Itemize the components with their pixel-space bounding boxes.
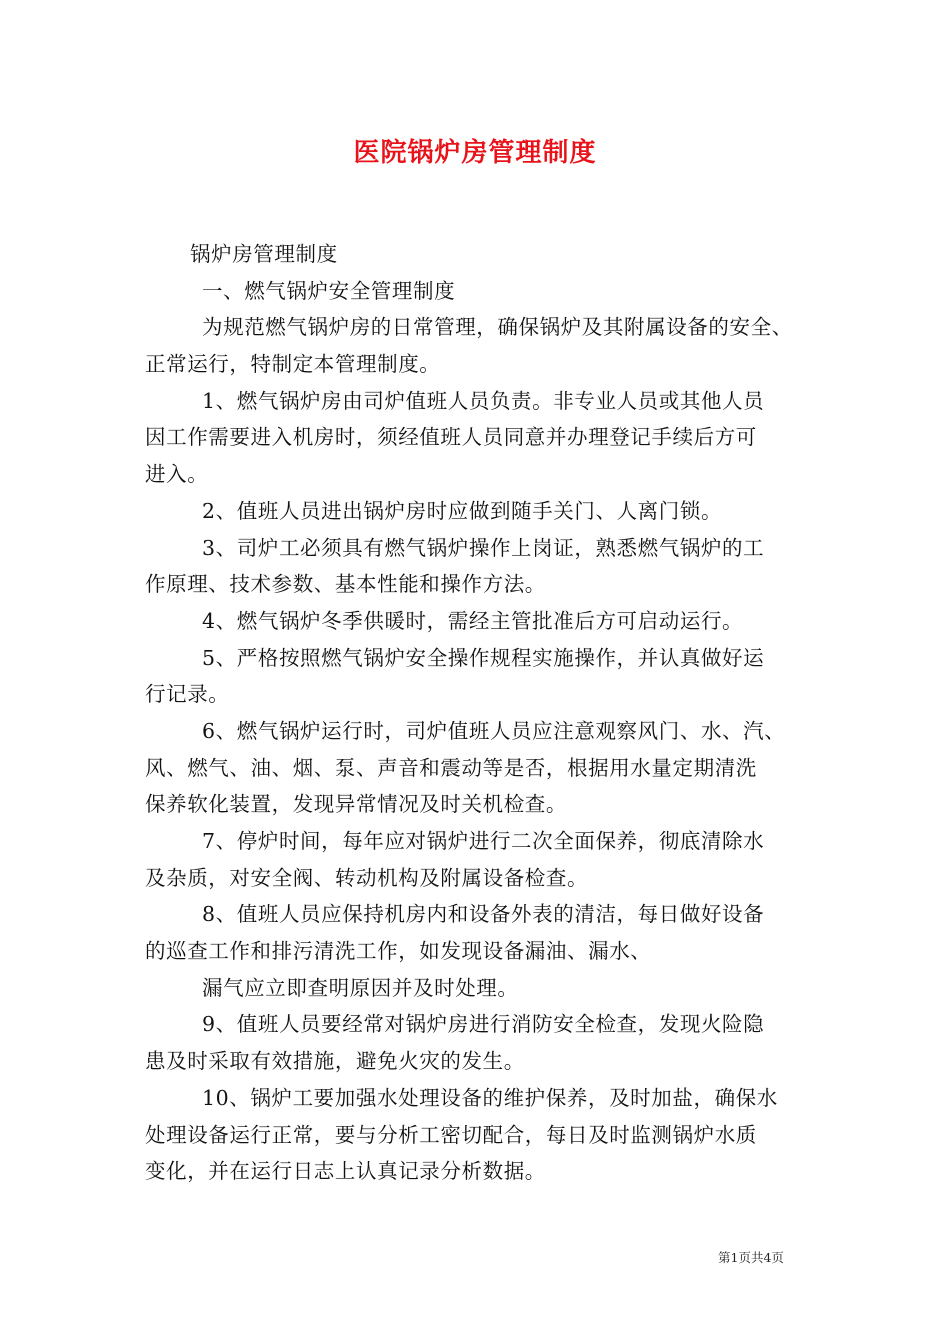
text-line: 10、锅炉工要加强水处理设备的维护保养，及时加盐，确保水	[202, 1085, 778, 1110]
paragraph	[145, 713, 815, 823]
paragraph	[145, 896, 815, 969]
document-title: 医院锅炉房管理制度	[353, 138, 597, 168]
text-line: 行记录。	[145, 682, 230, 707]
paragraph	[145, 273, 815, 310]
text-line: 进入。	[145, 462, 209, 487]
text-line: 变化，并在运行日志上认真记录分析数据。	[145, 1159, 546, 1184]
text-line: 保养软化装置，发现异常情况及时关机检查。	[145, 792, 567, 817]
text-line: 1、燃气锅炉房由司炉值班人员负责。非专业人员或其他人员	[202, 388, 765, 413]
text-line: 锅炉房管理制度	[190, 242, 338, 266]
text-line: 的巡查工作和排污清洗工作，如发现设备漏油、漏水、	[145, 939, 652, 964]
text-line: 处理设备运行正常，要与分析工密切配合，每日及时监测锅炉水质	[145, 1122, 757, 1147]
paragraph	[145, 1080, 815, 1190]
text-line: 6、燃气锅炉运行时，司炉值班人员应注意观察风门、水、汽、	[202, 718, 786, 743]
text-line: 5、严格按照燃气锅炉安全操作规程实施操作，并认真做好运	[202, 645, 765, 670]
text-line: 8、值班人员应保持机房内和设备外表的清洁，每日做好设备	[202, 902, 765, 927]
page-number: 第1页共4页	[718, 1250, 784, 1265]
paragraph	[145, 530, 815, 603]
text-line: 一、燃气锅炉安全管理制度	[202, 278, 456, 303]
text-line: 4、燃气锅炉冬季供暖时，需经主管批准后方可启动运行。	[202, 608, 744, 633]
text-line: 9、值班人员要经常对锅炉房进行消防安全检查，发现火险隐	[202, 1012, 765, 1037]
document-body	[145, 236, 815, 1190]
section-heading	[145, 236, 815, 273]
paragraph	[145, 823, 815, 896]
paragraph	[145, 383, 815, 493]
paragraph	[145, 603, 815, 640]
text-line: 作原理、技术参数、基本性能和操作方法。	[145, 572, 546, 597]
text-line: 及杂质，对安全阀、转动机构及附属设备检查。	[145, 865, 589, 890]
paragraph	[145, 493, 815, 530]
text-line: 患及时采取有效措施，避免火灾的发生。	[145, 1049, 525, 1074]
text-line: 漏气应立即查明原因并及时处理。	[202, 975, 519, 1000]
text-line: 为规范燃气锅炉房的日常管理，确保锅炉及其附属设备的安全、	[202, 315, 793, 340]
paragraph	[145, 640, 815, 713]
text-line: 3、司炉工必须具有燃气锅炉操作上岗证，熟悉燃气锅炉的工	[202, 535, 765, 560]
text-line: 风、燃气、油、烟、泵、声音和震动等是否，根据用水量定期清洗	[145, 755, 757, 780]
paragraph	[145, 1006, 815, 1079]
text-line: 2、值班人员进出锅炉房时应做到随手关门、人离门锁。	[202, 498, 723, 523]
paragraph	[145, 970, 815, 1007]
text-line: 7、停炉时间，每年应对锅炉进行二次全面保养，彻底清除水	[202, 829, 765, 853]
text-line: 因工作需要进入机房时，须经值班人员同意并办理登记手续后方可	[145, 425, 757, 450]
paragraph	[145, 309, 815, 382]
text-line: 正常运行，特制定本管理制度。	[145, 352, 441, 377]
